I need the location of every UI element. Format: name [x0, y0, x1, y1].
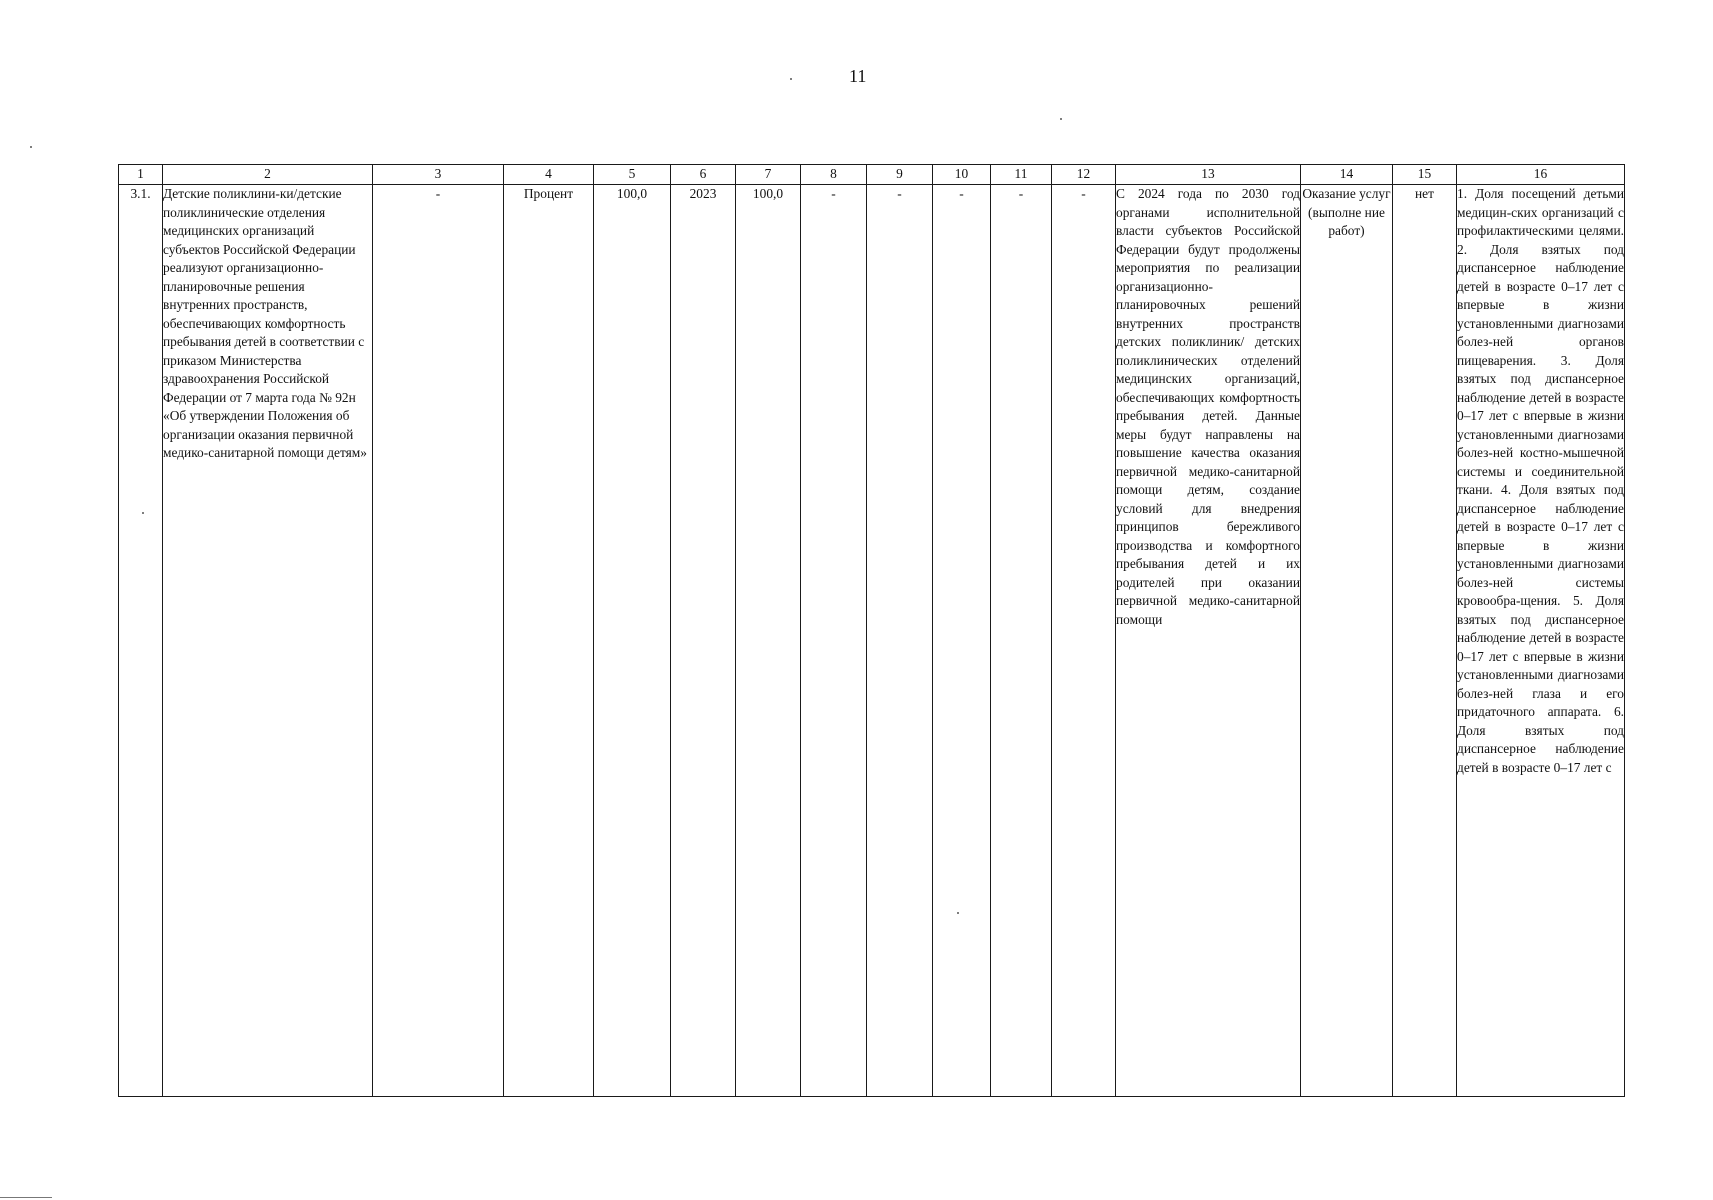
column-number: 1: [119, 165, 163, 185]
column-number: 14: [1301, 165, 1393, 185]
column-number: 15: [1393, 165, 1457, 185]
column-number: 8: [801, 165, 867, 185]
table-cell: -: [991, 185, 1052, 1097]
table-cell: -: [801, 185, 867, 1097]
column-number: 5: [594, 165, 671, 185]
measures-description-cell: С 2024 года по 2030 год органами исполнительной власти субъектов Российской Федерации будут продолжены мероприятия по реализации организационно-планировочных решений внутренних пространств детских поликлиник/ детских поликлинических отделений медицинских организаций, обеспечивающих комфортность пребывания детей. Данные меры будут направлены на повышение качества оказания первичной медико-санитарной помощи детям, создание условий для внедрения принципов бережливого производства и комфортного пребывания детей и их родителей при оказании первичной медико-санитарной помощи: [1116, 185, 1301, 1097]
column-number: 13: [1116, 165, 1301, 185]
column-number: 12: [1052, 165, 1116, 185]
scan-speck: [790, 78, 792, 80]
table-row: [119, 185, 1625, 1097]
column-number: 16: [1457, 165, 1625, 185]
bottom-rule: [0, 1197, 52, 1198]
column-number: 6: [671, 165, 736, 185]
scan-speck: [1060, 118, 1062, 120]
table-cell: -: [1052, 185, 1116, 1097]
scan-speck: [30, 146, 32, 148]
column-number: 10: [933, 165, 991, 185]
indicators-list-cell: 1. Доля посещений детьми медицин-ских организаций с профилактическими целями. 2. Доля взятых под диспансерное наблюдение детей в возрасте 0–17 лет с впервые в жизни установленными диагнозами болез-ней органов пищеварения. 3. Доля взятых под диспансерное наблюдение детей в возрасте 0–17 лет с впервые в жизни установленными диагнозами болез-ней костно-мышечной системы и соединительной ткани. 4. Доля взятых под диспансерное наблюдение детей в возрасте 0–17 лет с впервые в жизни установленными диагнозами болез-ней системы кровообра-щения. 5. Доля взятых под диспансерное наблюдение детей в возрасте 0–17 лет с впервые в жизни установленными диагнозами болез-ней глаза и его придаточного аппарата. 6. Доля взятых под диспансерное наблюдение детей в возрасте 0–17 лет с: [1457, 185, 1625, 1097]
type-cell: Оказание услуг (выполне ние работ): [1301, 185, 1393, 1097]
value-cell: 100,0: [736, 185, 801, 1097]
row-number-cell: 3.1.: [119, 185, 163, 1097]
column-number: 2: [163, 165, 373, 185]
unit-cell: Процент: [504, 185, 594, 1097]
column-number-row: [119, 165, 1625, 185]
table-cell: -: [373, 185, 504, 1097]
column-number: 9: [867, 165, 933, 185]
measure-description-cell: Детские поликлини-ки/детские поликлинические отделения медицинских организаций субъектов Российской Федерации реализуют организационно-планировочные решения внутренних пространств, обеспечивающих комфортность пребывания детей в соответствии с приказом Министерства здравоохранения Российской Федерации от 7 марта года № 92н «Об утверждении Положения об организации оказания первичной медико-санитарной помощи детям»: [163, 185, 373, 1097]
page-number: 11: [849, 66, 867, 86]
base-value-cell: 100,0: [594, 185, 671, 1097]
column-number: 3: [373, 165, 504, 185]
table-cell: -: [933, 185, 991, 1097]
indicator-table: [118, 164, 1625, 1097]
column-number: 7: [736, 165, 801, 185]
column-number: 4: [504, 165, 594, 185]
base-year-cell: 2023: [671, 185, 736, 1097]
column-number: 11: [991, 165, 1052, 185]
flag-cell: нет: [1393, 185, 1457, 1097]
table-cell: -: [867, 185, 933, 1097]
